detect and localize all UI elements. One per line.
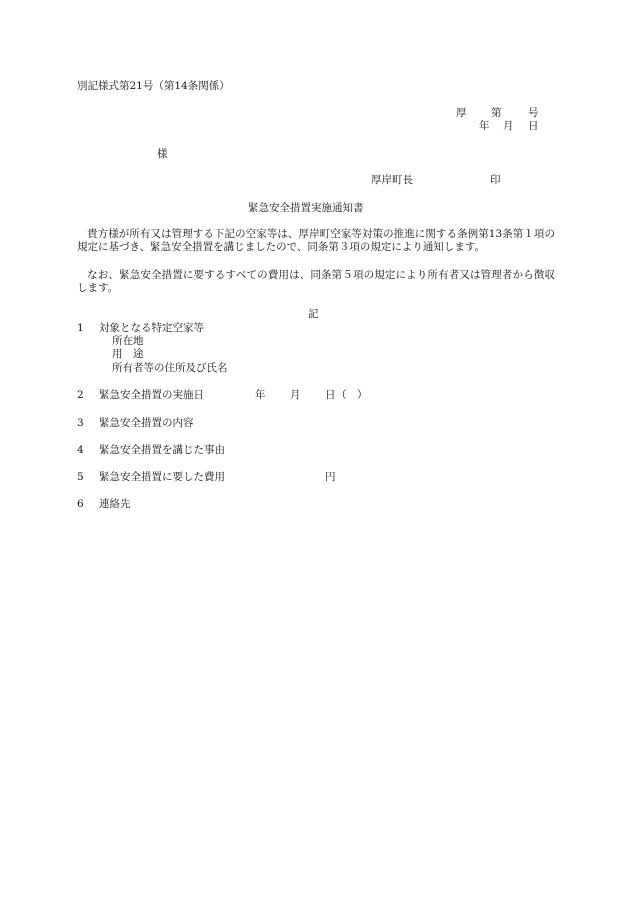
item-label: 緊急安全措置に要した費用 <box>99 471 225 483</box>
body-paragraph-2-text: なお、緊急安全措置に要するすべての費用は、同条第５項の規定により所有者又は管理者から徴収します。 <box>77 269 555 295</box>
item-number: 2 <box>77 389 84 401</box>
item-owner-label: 所有者等の住所及び氏名 <box>112 362 228 374</box>
sender-title: 厚岸町長 <box>371 174 413 186</box>
implementation-date-weekday: （ ） <box>336 389 368 401</box>
item-label: 緊急安全措置の内容 <box>99 417 194 429</box>
item-number: 3 <box>77 417 84 429</box>
implementation-date-month: 月 <box>290 389 301 401</box>
body-paragraph-1 <box>77 228 555 255</box>
implementation-date-day: 日 <box>325 389 336 401</box>
item-number: 6 <box>77 498 84 510</box>
item-label: 緊急安全措置の実施日 <box>99 389 204 401</box>
item-label: 対象となる特定空家等 <box>99 322 204 334</box>
body-paragraph-1-text: 貴方様が所有又は管理する下記の空家等は、厚岸町空家等対策の推進に関する条例第13条第１項の規定に基づき、緊急安全措置を講じましたので、同条第３項の規定により通知します。 <box>77 228 555 254</box>
item-number: 1 <box>77 322 84 334</box>
item-number: 5 <box>77 471 84 483</box>
reference-atsu: 厚 <box>456 107 467 119</box>
body-paragraph-2 <box>77 269 555 296</box>
item-label: 連絡先 <box>99 498 131 510</box>
date-day: 日 <box>528 120 539 132</box>
seal-mark: 印 <box>490 174 501 186</box>
document-title: 緊急安全措置実施通知書 <box>248 202 364 214</box>
reference-go: 号 <box>528 107 539 119</box>
item-use-label: 用 途 <box>112 348 144 360</box>
implementation-date-year: 年 <box>255 389 266 401</box>
date-year: 年 <box>479 120 490 132</box>
item-location-label: 所在地 <box>112 335 144 347</box>
item-number: 4 <box>77 444 84 456</box>
addressee-honorific: 様 <box>157 148 168 160</box>
reference-dai: 第 <box>491 107 502 119</box>
cost-unit: 円 <box>325 471 336 483</box>
ki-heading: 記 <box>308 308 319 320</box>
form-number: 別記様式第21号（第14条関係） <box>77 80 230 92</box>
date-month: 月 <box>503 120 514 132</box>
item-label: 緊急安全措置を講じた事由 <box>99 444 225 456</box>
